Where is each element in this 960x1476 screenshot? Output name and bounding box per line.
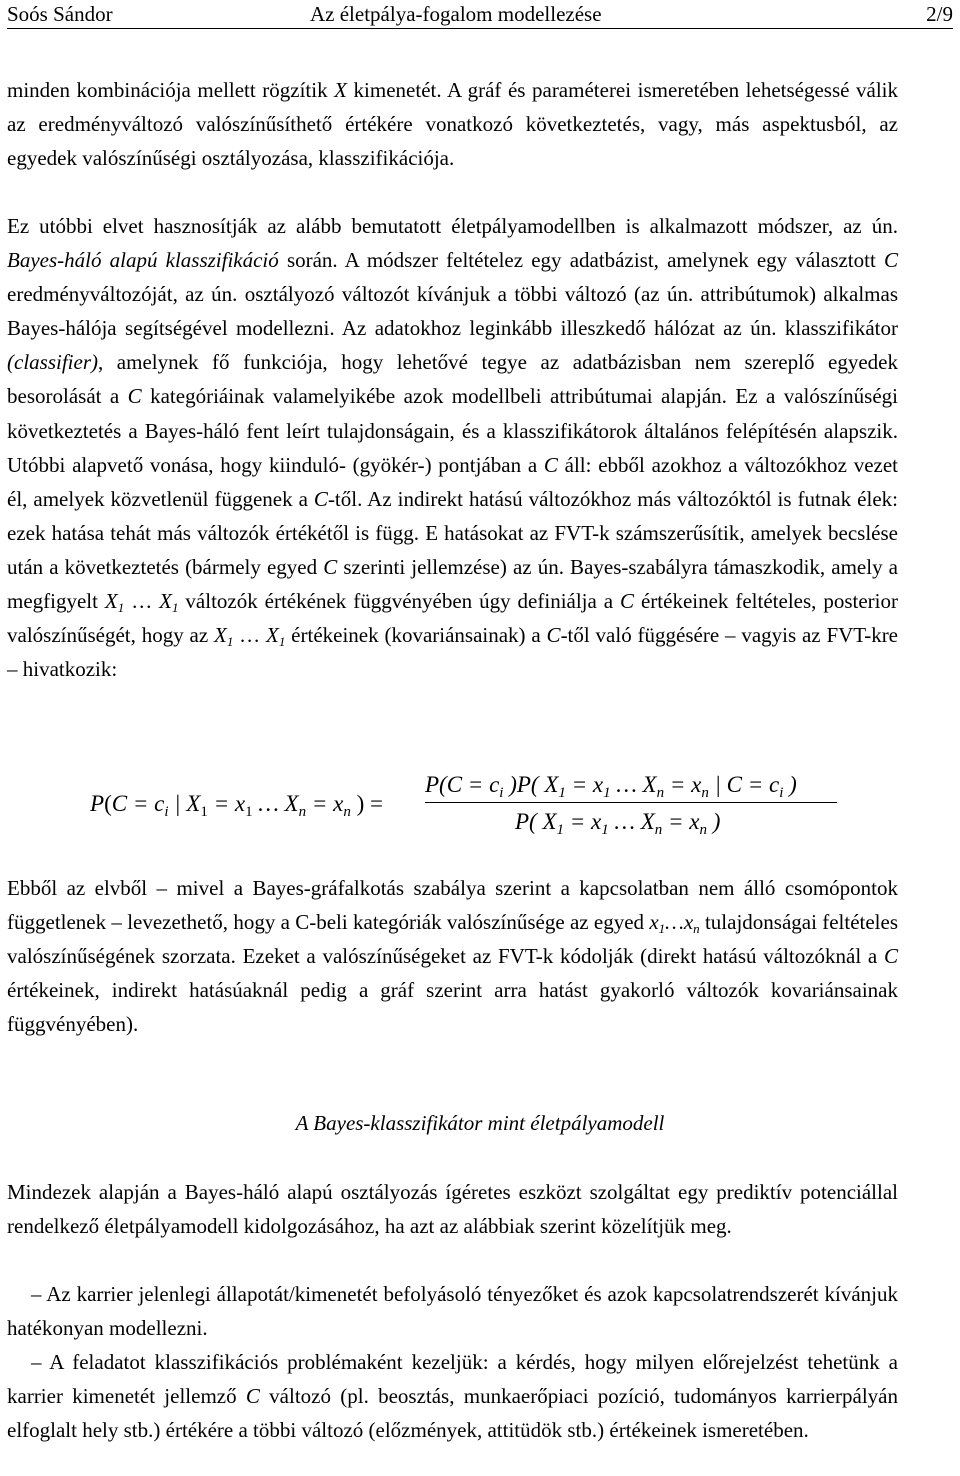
p2-var-c: C <box>883 248 898 273</box>
formula-subscript: i <box>779 785 784 801</box>
bullet-dash: – <box>31 1282 42 1306</box>
formula-symbol: ) <box>706 809 721 834</box>
formula-symbol: ( <box>104 791 112 816</box>
p3-var-x: …x <box>665 910 694 935</box>
p3-var-c: C <box>883 944 898 969</box>
formula-symbol: = x <box>306 791 344 816</box>
p2-text-m: értékeinek (kovariánsainak) a <box>285 623 547 648</box>
p1-text-b: kimenetét. A gráf és paraméterei ismeretében lehetségessé válik az eredményváltozó valószínűsíthető értékére vonatkozó következtetés, vagy, más aspektusból, az egyedek valószínűségi osztályozása, klasszifikációja. <box>7 78 899 171</box>
p2-var-c: C <box>313 486 328 511</box>
p2-var-x: X <box>159 589 172 614</box>
formula-subscript: i <box>164 804 169 820</box>
p2-subscript: 1 <box>278 634 286 650</box>
bullet-2-var-c: C <box>245 1384 260 1409</box>
p2-var-c: C <box>323 554 338 579</box>
formula-symbol: = x <box>662 809 700 834</box>
p2-var-c: C <box>543 452 558 477</box>
formula-symbol: ) = <box>350 791 383 816</box>
p2-text-e: kategóriáinak valamelyikébe azok modellbeli attribútumai alapján. Ez a valószínűségi következtetés a Bayes-háló fent leírt tulajdonságain, és a klasszifikátorok általános felépítésén alapszik. Utóbbi alapvető vonása, hogy kiinduló- (gyökér-) pontjában a <box>7 384 898 477</box>
header-page-number: 2/9 <box>926 2 953 26</box>
p2-text-g: -től. Az indirekt hatású változókhoz más változóktól is futnak élek: ezek hatása tehát más változók értékétől is függ. E hatásokat az FVT-k számszerűsítik, amelyek becslése után a következtetés (bármely egyed <box>7 486 898 579</box>
bullet-2-block <box>7 1345 898 1447</box>
p2-text-j: változók értékének függvényében úgy definiálja a <box>178 589 621 614</box>
bullet-2-text-a: A feladatot klasszifikációs problémaként kezeljük: a kérdés, hogy milyen előrejelzést tehetünk a karrier kimenetét jellemző <box>7 1350 898 1409</box>
formula-symbol: = x <box>565 772 604 797</box>
formula-subscript: 1 <box>603 785 611 801</box>
header-author: Soós Sándor <box>7 2 113 26</box>
bullet-1-block <box>7 1277 898 1345</box>
bullet-1-text: Az karrier jelenlegi állapotát/kimenetét befolyásoló tényezőket és azok kapcsolatrendszerét kívánjuk hatékonyan modellezni. <box>7 1282 899 1341</box>
formula-symbol: | X <box>168 791 201 816</box>
formula-symbol: | C = c <box>708 772 780 797</box>
p3-text-a: Ebből az elvből – mivel a Bayes-gráfalkotás szabálya szerint a kapcsolatban nem álló csomópontok függetlenek – levezethető, hogy a C-beli kategóriák valószínűsége az egyed <box>7 876 898 935</box>
p2-italic-classifier: (classifier) <box>7 350 98 375</box>
p3-subscript: 1 <box>658 921 666 937</box>
p2-text-d: , amelynek fő funkciója, hogy lehetővé tegye az adatbázisban nem szereplő egyedek besorolását a <box>7 350 898 409</box>
p3-subscript: n <box>693 921 700 937</box>
formula-symbol: = x <box>564 809 602 834</box>
formula-subscript: n <box>701 785 709 801</box>
formula-subscript: 1 <box>556 822 565 838</box>
formula-subscript: 1 <box>558 785 566 801</box>
p3-text-b: tulajdonságai feltételes valószínűségének szorzata. Ezeket a valószínűségeket az FVT-k kódolják (direkt hatású változóknál a <box>7 910 898 969</box>
p2-text-h: szerinti jellemzése) az ún. Bayes-szabályra támaszkodik, amely a megfigyelt <box>7 554 898 614</box>
formula-denominator <box>515 809 721 838</box>
formula-subscript: n <box>699 822 707 838</box>
p2-text-a: Ez utóbbi elvet hasznosítják az alább bemutatott életpályamodellben is alkalmazott módszer, az ún. <box>7 214 898 238</box>
paragraph-1-block <box>7 73 898 175</box>
formula-symbol: = x <box>207 791 246 816</box>
list-item <box>7 1345 898 1447</box>
p2-var-x: X <box>266 623 279 648</box>
formula-subscript: n <box>654 822 663 838</box>
p2-text-n: -től való függésére – vagyis az FVT-kre – hivatkozik: <box>7 623 899 682</box>
paragraph-2-block <box>7 209 898 686</box>
formula-subscript: i <box>499 785 504 801</box>
p2-text-k: értékeinek feltételes, posterior valószínűségét, hogy az <box>7 589 898 648</box>
bullet-dash: – <box>31 1350 42 1374</box>
formula-symbol: = x <box>664 772 702 797</box>
p2-text-l: … <box>233 623 267 648</box>
formula-symbol: P(C = c <box>425 772 500 797</box>
paragraph-4: Mindezek alapján a Bayes-háló alapú osztályozás ígéretes eszközt szolgáltat egy prediktív potenciállal rendelkező életpályamodell kidolgozásához, ha azt az alábbiak szerint közelítjük meg. <box>7 1180 898 1239</box>
formula-symbol: P( X <box>515 809 557 834</box>
formula-numerator <box>425 772 797 801</box>
paragraph-1 <box>7 73 898 175</box>
paragraph-3-block <box>7 871 898 1041</box>
formula-symbol: )P( X <box>503 772 559 797</box>
fraction-bar <box>425 802 837 803</box>
p2-text-c: eredményváltozóját, az ún. osztályozó változót kívánjuk a többi változó (az ún. attribútumok) alkalmas Bayes-hálója segítségével modellezni. Az adatokhoz leginkább illeszkedő hálózat az ún. klasszifikátor <box>7 282 898 341</box>
p3-text-c: értékeinek, indirekt hatásúaknál pedig a gráf szerint arra hatást gyakorló változók kovariánsainak függvényében). <box>7 978 898 1037</box>
p2-subscript: 1 <box>117 600 125 616</box>
formula-symbol: C <box>111 791 128 816</box>
list-item <box>7 1277 898 1345</box>
p2-var-x: X <box>214 623 227 648</box>
paragraph-3 <box>7 871 898 1041</box>
formula-subscript: n <box>343 804 351 820</box>
p2-text-f: áll: ebből azokhoz a változókhoz vezet él, amelyek közvetlenül függenek a <box>7 452 898 511</box>
formula-subscript: n <box>298 804 307 820</box>
p2-var-c: C <box>620 589 635 614</box>
formula-symbol: ) <box>783 772 797 797</box>
formula-subscript: 1 <box>245 804 253 820</box>
paragraph-2 <box>7 209 898 686</box>
p2-var-c: C <box>546 623 561 648</box>
formula-symbol: = c <box>127 791 165 816</box>
bullet-2-text-b: változó (pl. beosztás, munkaerőpiaci pozíció, tudományos karrierpályán elfoglalt hely stb.) értékére a többi változó (előzmények, attitüdök stb.) értékeinek ismeretében. <box>7 1384 898 1443</box>
p1-var-x: X <box>334 78 347 102</box>
page-header <box>7 0 953 29</box>
formula-lhs <box>90 791 383 820</box>
formula-subscript: n <box>656 785 665 801</box>
p1-text-a: minden kombinációja mellett rögzítik <box>7 78 335 102</box>
p2-subscript: 1 <box>171 600 179 616</box>
p2-var-c: C <box>127 384 142 409</box>
formula-symbol: P <box>90 791 105 816</box>
formula-symbol: … X <box>608 809 655 834</box>
paragraph-4-block <box>7 1175 898 1243</box>
p2-text-b: során. A módszer feltételez egy adatbázist, amelynek egy választott <box>278 248 884 273</box>
header-title: Az életpálya-fogalom modellezése <box>310 2 602 26</box>
p3-var-x: x <box>649 910 659 935</box>
p2-var-x: X <box>104 589 118 614</box>
bayes-formula <box>90 768 890 848</box>
formula-symbol: … X <box>610 772 657 797</box>
section-heading: A Bayes-klasszifikátor mint életpályamodell <box>295 1111 665 1135</box>
p2-text-i: … <box>124 589 160 614</box>
p2-italic-term: Bayes-háló alapú klasszifikáció <box>7 248 279 273</box>
p2-subscript: 1 <box>226 634 234 650</box>
formula-subscript: 1 <box>200 804 208 820</box>
formula-symbol: … X <box>252 791 299 816</box>
formula-subscript: 1 <box>601 822 609 838</box>
